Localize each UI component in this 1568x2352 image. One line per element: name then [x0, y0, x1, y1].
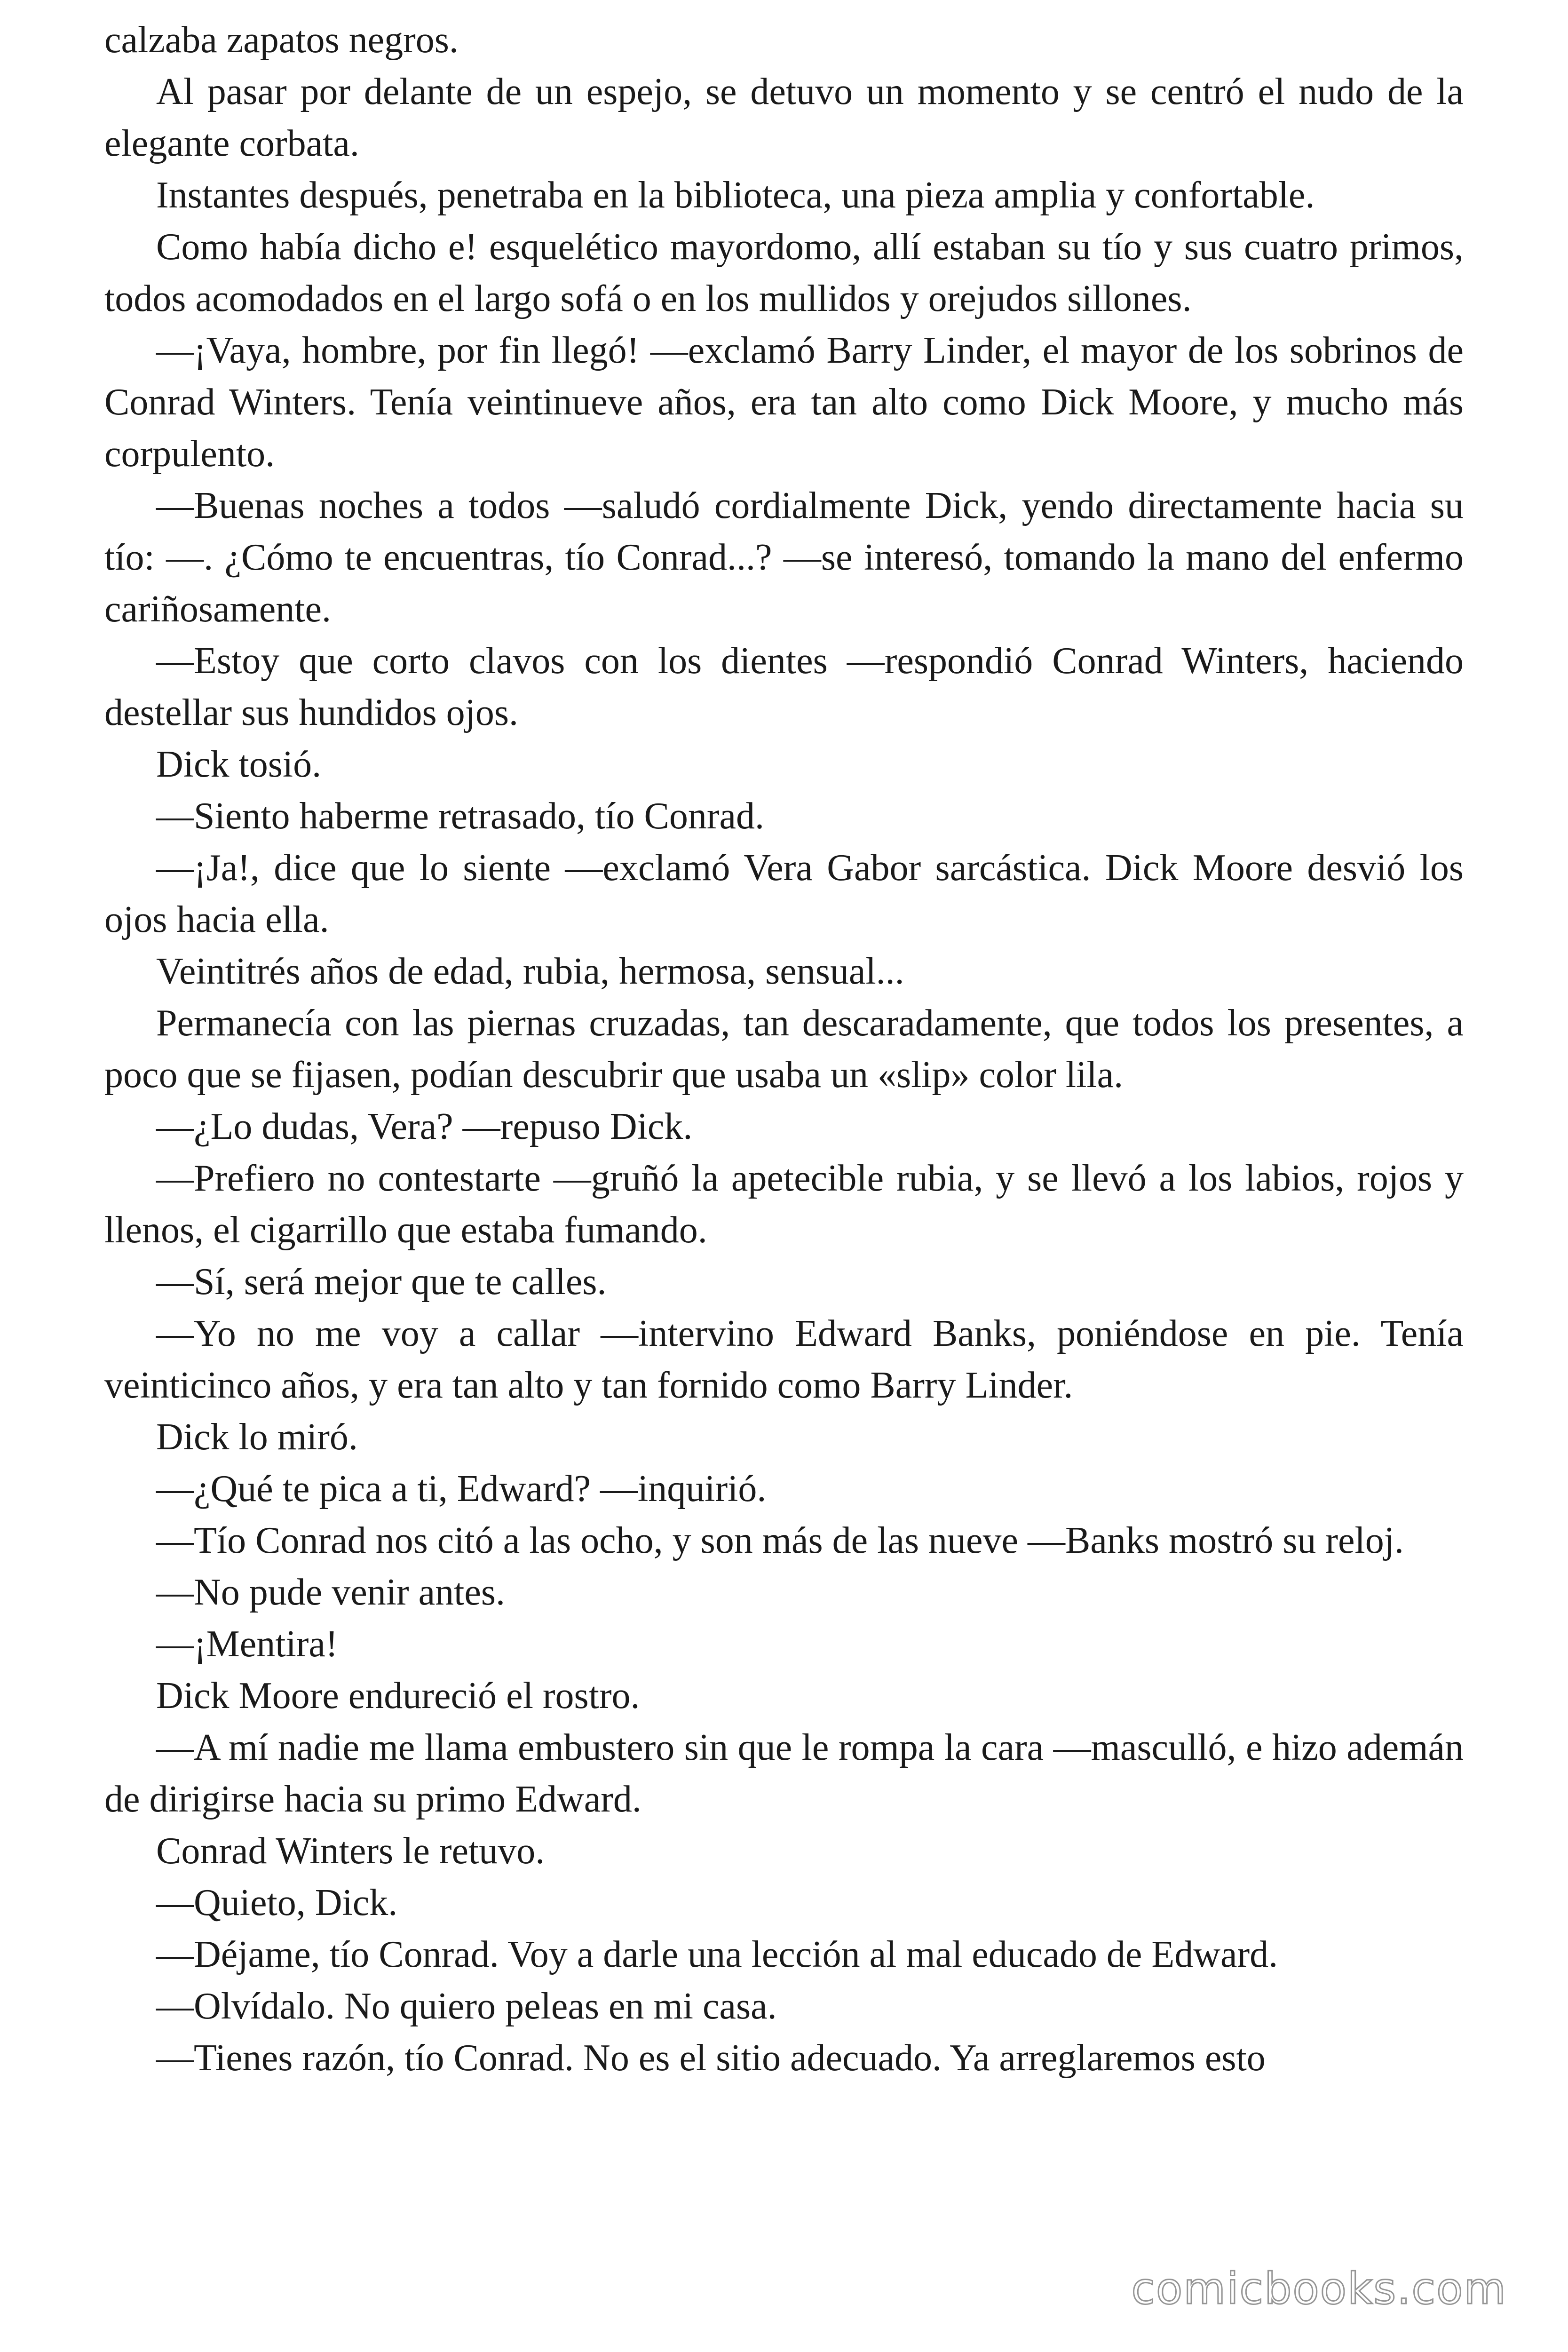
paragraph: —Sí, será mejor que te calles.: [156, 1261, 607, 1303]
paragraph: calzaba zapatos negros.: [104, 19, 459, 61]
paragraph: —Buenas noches a todos —saludó cordialmente Dick, yendo directamente hacia su tío: —. ¿Cómo te encuentras, tío Conrad...? —se interesó, tomando la mano del enfermo cariñosamente.: [104, 485, 1464, 630]
paragraph: Instantes después, penetraba en la biblioteca, una pieza amplia y confortable.: [156, 175, 1315, 216]
paragraph: Al pasar por delante de un espejo, se detuvo un momento y se centró el nudo de la elegante corbata.: [104, 71, 1464, 164]
paragraph: —¡Ja!, dice que lo siente —exclamó Vera Gabor sarcástica. Dick Moore desvió los ojos hacia ella.: [104, 847, 1464, 940]
paragraph: —Tienes razón, tío Conrad. No es el sitio adecuado. Ya arreglaremos esto: [156, 2037, 1266, 2079]
paragraph: —¡Mentira!: [156, 1623, 338, 1665]
paragraph: —¡Vaya, hombre, por fin llegó! —exclamó Barry Linder, el mayor de los sobrinos de Conrad Winters. Tenía veintinueve años, era tan alto como Dick Moore, y mucho más corpulento.: [104, 330, 1464, 475]
watermark: comicbooks.com: [1131, 2264, 1507, 2314]
paragraph: Dick Moore endureció el rostro.: [156, 1675, 640, 1716]
paragraph: —Estoy que corto clavos con los dientes —respondió Conrad Winters, haciendo destellar sus hundidos ojos.: [104, 640, 1464, 733]
paragraph: Dick tosió.: [156, 744, 322, 785]
paragraph: Como había dicho e! esquelético mayordomo, allí estaban su tío y sus cuatro primos, todos acomodados en el largo sofá o en los mullidos y orejudos sillones.: [104, 226, 1464, 319]
paragraph: —Prefiero no contestarte —gruñó la apetecible rubia, y se llevó a los labios, rojos y llenos, el cigarrillo que estaba fumando.: [104, 1158, 1464, 1251]
paragraph: —¿Qué te pica a ti, Edward? —inquirió.: [156, 1468, 767, 1510]
paragraph: Dick lo miró.: [156, 1416, 358, 1458]
paragraph: —Quieto, Dick.: [156, 1882, 398, 1923]
paragraph: Veintitrés años de edad, rubia, hermosa, sensual...: [156, 951, 904, 992]
page-text: [104, 14, 1464, 2084]
paragraph: —A mí nadie me llama embustero sin que le rompa la cara —masculló, e hizo ademán de dirigirse hacia su primo Edward.: [104, 1727, 1464, 1820]
paragraph: —Tío Conrad nos citó a las ocho, y son más de las nueve —Banks mostró su reloj.: [156, 1520, 1404, 1561]
paragraph: —Déjame, tío Conrad. Voy a darle una lección al mal educado de Edward.: [156, 1934, 1278, 1975]
paragraph: Conrad Winters le retuvo.: [156, 1830, 545, 1872]
paragraph: —Olvídalo. No quiero peleas en mi casa.: [156, 1986, 777, 2027]
paragraph: —Siento haberme retrasado, tío Conrad.: [156, 795, 764, 837]
paragraph: —Yo no me voy a callar —intervino Edward Banks, poniéndose en pie. Tenía veinticinco años, y era tan alto y tan fornido como Barry Linder.: [104, 1313, 1464, 1406]
paragraph: —No pude venir antes.: [156, 1572, 506, 1613]
paragraph: —¿Lo dudas, Vera? —repuso Dick.: [156, 1106, 693, 1147]
paragraph: Permanecía con las piernas cruzadas, tan descaradamente, que todos los presentes, a poco que se fijasen, podían descubrir que usaba un «slip» color lila.: [104, 1002, 1464, 1096]
